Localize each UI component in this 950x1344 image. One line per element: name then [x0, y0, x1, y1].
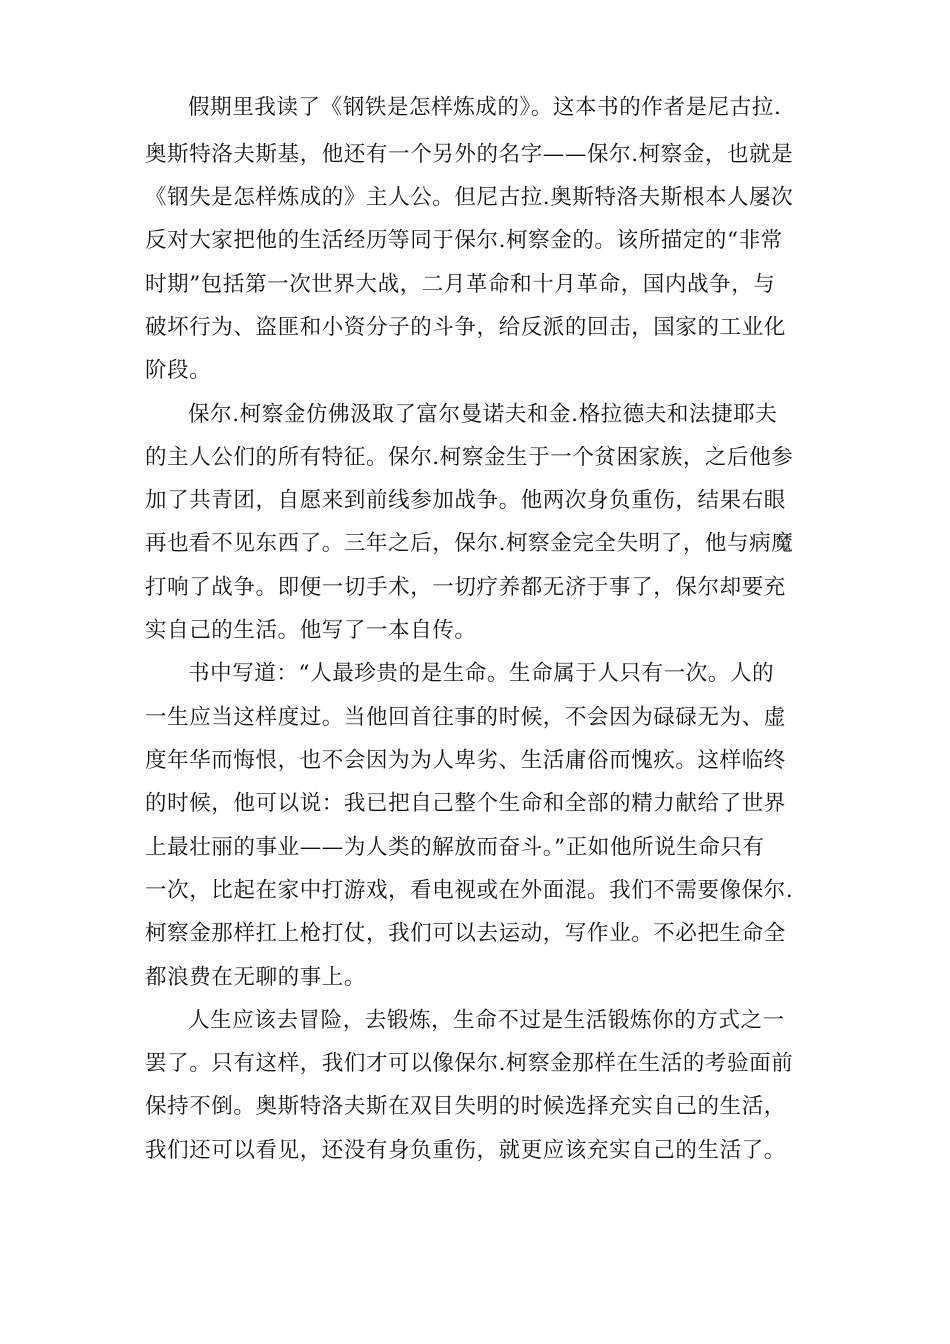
paragraph-4-line-2: 罢了。只有这样，我们才可以像保尔.柯察金那样在生活的考验面前 — [145, 1051, 794, 1076]
paragraph-3-line-2: 一生应当这样度过。当他回首往事的时候，不会因为碌碌无为、虚 — [145, 705, 786, 730]
paragraph-1-line-2: 奥斯特洛夫斯基，他还有一个另外的名字——保尔.柯察金，也就是 — [145, 142, 794, 167]
paragraph-2-line-4: 再也看不见东西了。三年之后，保尔.柯察金完全失明了，他与病魔 — [145, 531, 794, 556]
paragraph-1-line-6: 破坏行为、盗匪和小资分子的斗争，给反派的回击，国家的工业化 — [145, 315, 786, 340]
paragraph-3-line-7: 柯察金那样扛上枪打仗，我们可以去运动，写作业。不必把生命全 — [145, 921, 786, 946]
paragraph-3-line-6: 一次，比起在家中打游戏，看电视或在外面混。我们不需要像保尔. — [145, 878, 794, 903]
paragraph-2-line-1: 保尔.柯察金仿佛汲取了富尔曼诺夫和金.格拉德夫和法捷耶夫 — [188, 402, 778, 427]
paragraph-4-line-1: 人生应该去冒险，去锻炼，生命不过是生活锻炼你的方式之一 — [188, 1008, 785, 1033]
paragraph-3-line-1: 书中写道：“人最珍贵的是生命。生命属于人只有一次。人的 — [188, 661, 775, 686]
paragraph-1-line-4: 反对大家把他的生活经历等同于保尔.柯察金的。该所描定的“非常 — [145, 228, 783, 253]
paragraph-4-line-3: 保持不倒。奥斯特洛夫斯在双目失明的时候选择充实自己的生活， — [145, 1094, 786, 1119]
paragraph-4-line-4: 我们还可以看见，还没有身负重伤，就更应该充实自己的生活了。 — [145, 1138, 786, 1163]
paragraph-2-line-6: 实自己的生活。他写了一本自传。 — [145, 618, 477, 643]
paragraph-2-line-2: 的主人公们的所有特征。保尔.柯察金生于一个贫困家族，之后他参 — [145, 445, 794, 470]
paragraph-1-line-5: 时期”包括第一次世界大战，二月革命和十月革命，国内战争，与 — [145, 272, 776, 297]
paragraph-3-line-3: 度年华而悔恨，也不会因为为人卑劣、生活庸俗而愧疚。这样临终 — [145, 748, 786, 773]
paragraph-1-line-7: 阶段。 — [145, 358, 212, 383]
paragraph-3-line-5: 上最壮丽的事业——为人类的解放而奋斗。”正如他所说生命只有 — [145, 835, 765, 860]
paragraph-2-line-5: 打响了战争。即便一切手术，一切疗养都无济于事了，保尔却要充 — [145, 575, 786, 600]
paragraph-1-line-3: 《钢失是怎样炼成的》主人公。但尼古拉.奥斯特洛夫斯根本人屡次 — [145, 185, 794, 210]
paragraph-2-line-3: 加了共青团，自愿来到前线参加战争。他两次身负重伤，结果右眼 — [145, 488, 786, 513]
paragraph-1-line-1: 假期里我读了《钢铁是怎样炼成的》。这本书的作者是尼古拉. — [188, 95, 782, 120]
paragraph-3-line-4: 的时候，他可以说：我已把自己整个生命和全部的精力献给了世界 — [145, 791, 786, 816]
paragraph-3-line-8: 都浪费在无聊的事上。 — [145, 965, 367, 990]
